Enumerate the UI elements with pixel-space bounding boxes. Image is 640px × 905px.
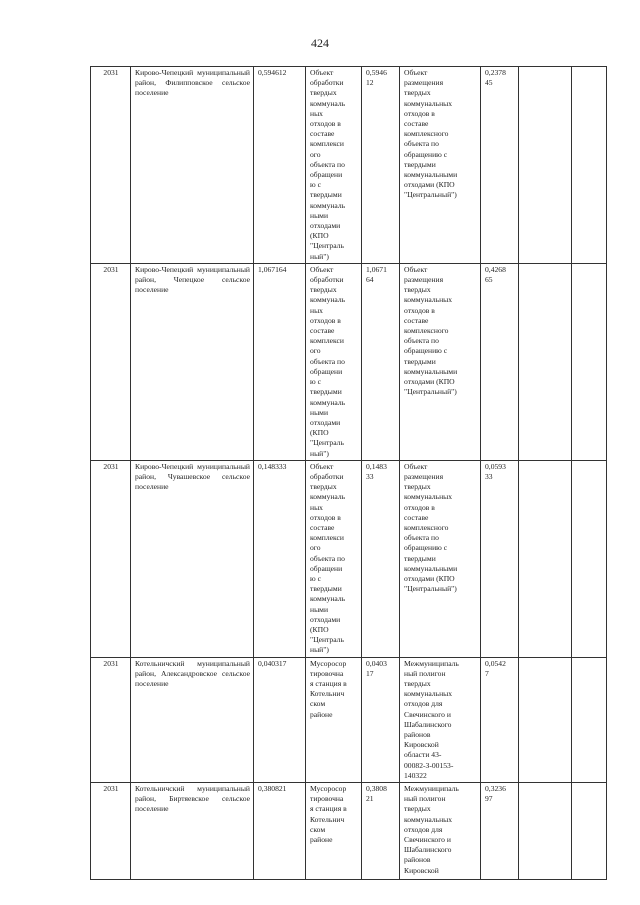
processing-object-cell: Объект обработки твердых коммуналь ных отходов в составе комплекси ого объекта по обращени ю с твердыми коммуналь ными отходами (КПО "Централь ный") [306, 263, 362, 460]
empty-cell [572, 783, 607, 880]
empty-cell [519, 460, 572, 657]
waste-flow-table [90, 66, 607, 880]
disposal-object-cell: Объект размещения твердых коммунальных отходов в составе комплексного объекта по обращению с твердыми коммунальными отходами (КПО "Центральный") [400, 263, 481, 460]
year-cell: 2031 [91, 783, 131, 880]
empty-cell [519, 783, 572, 880]
processed-mass-cell: 1,0671 64 [362, 263, 400, 460]
disposal-mass-cell: 0,4268 65 [481, 263, 519, 460]
municipality-cell: Кирово-Чепецкий муниципальный район, Филипповское сельское поселение [131, 67, 254, 264]
empty-cell [572, 657, 607, 782]
empty-cell [519, 263, 572, 460]
mass-cell: 0,594612 [254, 67, 306, 264]
empty-cell [519, 67, 572, 264]
mass-cell: 0,040317 [254, 657, 306, 782]
page-number: 424 [311, 36, 329, 50]
table-row [91, 263, 607, 460]
disposal-mass-cell: 0,2378 45 [481, 67, 519, 264]
mass-cell: 0,380821 [254, 783, 306, 880]
year-cell: 2031 [91, 460, 131, 657]
year-cell: 2031 [91, 657, 131, 782]
processed-mass-cell: 0,5946 12 [362, 67, 400, 264]
processing-object-cell: Мусоросор тировочна я станция в Котельнич ском районе [306, 657, 362, 782]
mass-cell: 0,148333 [254, 460, 306, 657]
table-row [91, 657, 607, 782]
municipality-cell: Кирово-Чепецкий муниципальный район, Чепецкое сельское поселение [131, 263, 254, 460]
processed-mass-cell: 0,1483 33 [362, 460, 400, 657]
disposal-mass-cell: 0,3236 97 [481, 783, 519, 880]
table-row [91, 67, 607, 264]
empty-cell [519, 657, 572, 782]
disposal-mass-cell: 0,0593 33 [481, 460, 519, 657]
processing-object-cell: Мусоросор тировочна я станция в Котельнич ском районе [306, 783, 362, 880]
processing-object-cell: Объект обработки твердых коммуналь ных отходов в составе комплекси ого объекта по обращени ю с твердыми коммуналь ными отходами (КПО "Централь ный") [306, 460, 362, 657]
municipality-cell: Котельничский муниципальный район, Александровское сельское поселение [131, 657, 254, 782]
disposal-object-cell: Объект размещения твердых коммунальных отходов в составе комплексного объекта по обращению с твердыми коммунальными отходами (КПО "Центральный") [400, 460, 481, 657]
disposal-object-cell: Межмуниципаль ный полигон твердых коммунальных отходов для Свечинского и Шабалинского районов Кировской области 43- 00082-З-00153- 140322 [400, 657, 481, 782]
processing-object-cell: Объект обработки твердых коммуналь ных отходов в составе комплекси ого объекта по обращени ю с твердыми коммуналь ными отходами (КПО "Централь ный") [306, 67, 362, 264]
year-cell: 2031 [91, 67, 131, 264]
mass-cell: 1,067164 [254, 263, 306, 460]
table-row [91, 460, 607, 657]
empty-cell [572, 67, 607, 264]
municipality-cell: Кирово-Чепецкий муниципальный район, Чувашевское сельское поселение [131, 460, 254, 657]
year-cell: 2031 [91, 263, 131, 460]
processed-mass-cell: 0,0403 17 [362, 657, 400, 782]
municipality-cell: Котельничский муниципальный район, Биртяевское сельское поселение [131, 783, 254, 880]
disposal-object-cell: Межмуниципаль ный полигон твердых коммунальных отходов для Свечинского и Шабалинского районов Кировской [400, 783, 481, 880]
table-row [91, 783, 607, 880]
empty-cell [572, 460, 607, 657]
processed-mass-cell: 0,3808 21 [362, 783, 400, 880]
empty-cell [572, 263, 607, 460]
disposal-object-cell: Объект размещения твердых коммунальных отходов в составе комплексного объекта по обращению с твердыми коммунальными отходами (КПО "Центральный") [400, 67, 481, 264]
disposal-mass-cell: 0,0542 7 [481, 657, 519, 782]
